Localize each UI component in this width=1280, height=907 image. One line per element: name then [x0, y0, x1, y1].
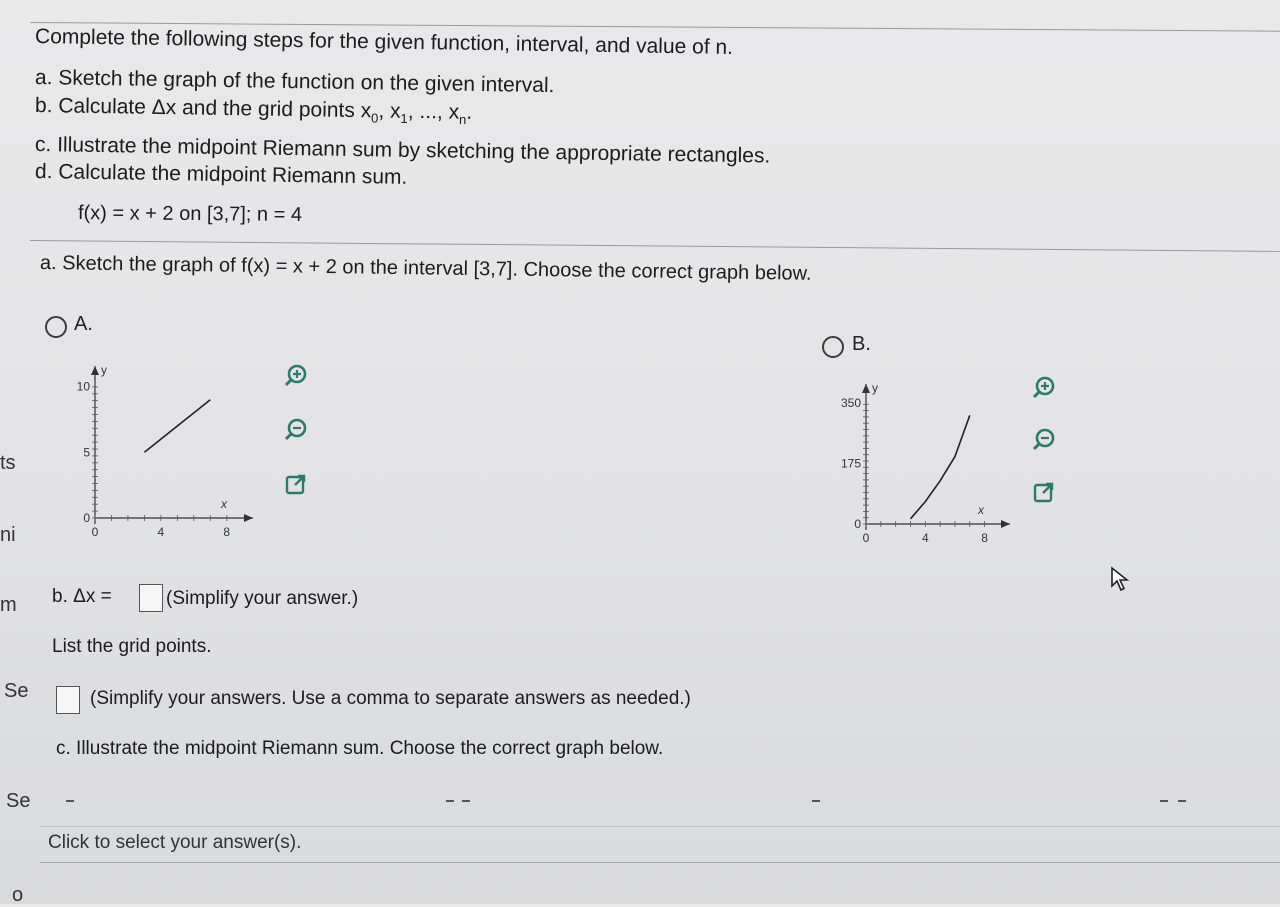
partial-graph-fragment	[812, 800, 820, 802]
function-curve	[144, 400, 210, 453]
option-a-label[interactable]: A.	[74, 313, 93, 335]
x-tick-label: 8	[981, 531, 988, 545]
bottom-divider	[40, 862, 1280, 863]
option-b-radio[interactable]	[822, 336, 844, 358]
zoom-in-icon[interactable]	[278, 358, 314, 394]
x-tick-label: 0	[91, 525, 99, 539]
y-tick-label: 350	[840, 396, 861, 411]
sidebar-fragment-5[interactable]: Se	[6, 790, 31, 812]
sidebar-fragment-6[interactable]: o	[12, 884, 24, 906]
sidebar-fragment-3[interactable]: m	[0, 594, 17, 616]
x-axis-arrow	[244, 514, 253, 522]
option-b-graph[interactable]	[822, 368, 1042, 558]
step-a-text: a. Sketch the graph of the function on the given interval.	[34, 66, 555, 98]
option-b-label[interactable]: B.	[852, 333, 871, 355]
partial-graph-fragment	[446, 800, 454, 802]
partial-graph-fragment	[1178, 800, 1186, 802]
open-new-window-icon[interactable]	[1026, 474, 1062, 510]
grid-points-hint: (Simplify your answers. Use a comma to separate answers as needed.)	[90, 688, 691, 709]
y-tick-label: 10	[76, 379, 90, 394]
y-axis-label: y	[101, 363, 107, 377]
step-c-text: c. Illustrate the midpoint Riemann sum by sketching the appropriate rectangles.	[34, 133, 771, 168]
y-tick-label: 0	[854, 517, 861, 531]
open-new-window-icon[interactable]	[278, 466, 314, 502]
dx-hint: (Simplify your answer.)	[166, 588, 359, 609]
x-tick-label: 8	[223, 525, 231, 539]
grid-points-input[interactable]	[56, 686, 80, 714]
y-axis-arrow	[91, 366, 99, 375]
sidebar-fragment-2[interactable]: ni	[0, 524, 16, 546]
dx-answer-input[interactable]	[139, 584, 163, 612]
step-b-text: b. Calculate Δx and the grid points $x_0$, $x_1$, ..., $x_n$.	[34, 94, 473, 127]
x-axis-arrow	[1001, 520, 1010, 528]
y-axis-arrow	[862, 384, 870, 393]
click-to-select-hint: Click to select your answer(s).	[48, 832, 302, 853]
x-axis-label: x	[221, 497, 227, 511]
part-a-prompt: a. Sketch the graph of f(x) = x + 2 on the interval [3,7]. Choose the correct graph below.	[39, 252, 812, 285]
zoom-in-icon[interactable]	[1026, 370, 1062, 406]
dx-label: b. Δx =	[52, 586, 112, 607]
instructions-intro: Complete the following steps for the given function, interval, and value of n.	[34, 25, 734, 59]
function-curve	[911, 415, 970, 519]
option-a-radio[interactable]	[45, 316, 67, 338]
x-tick-label: 4	[921, 531, 929, 545]
x-tick-label: 0	[862, 531, 870, 545]
step-d-text: d. Calculate the midpoint Riemann sum.	[34, 160, 408, 189]
option-a-graph[interactable]	[55, 350, 285, 550]
y-tick-label: 5	[83, 445, 90, 460]
y-axis-label: y	[872, 381, 878, 395]
function-statement: f(x) = x + 2 on [3,7]; n = 4	[77, 202, 303, 226]
section-divider	[30, 240, 1280, 252]
partial-graph-fragment	[462, 800, 470, 802]
part-c-prompt: c. Illustrate the midpoint Riemann sum. Choose the correct graph below.	[56, 738, 664, 759]
y-tick-label: 0	[83, 511, 90, 525]
zoom-out-icon[interactable]	[1026, 422, 1062, 458]
zoom-out-icon[interactable]	[278, 412, 314, 448]
grid-points-label: List the grid points.	[52, 636, 212, 657]
mouse-cursor-icon	[1110, 566, 1132, 597]
sidebar-fragment-1[interactable]: ts	[0, 452, 16, 474]
partial-graph-fragment	[66, 800, 74, 802]
y-tick-label: 175	[840, 456, 861, 471]
footer-divider	[40, 826, 1280, 827]
partial-graph-fragment	[1160, 800, 1168, 802]
sidebar-fragment-4[interactable]: Se	[4, 680, 29, 702]
x-axis-label: x	[978, 503, 984, 517]
x-tick-label: 4	[157, 525, 165, 539]
